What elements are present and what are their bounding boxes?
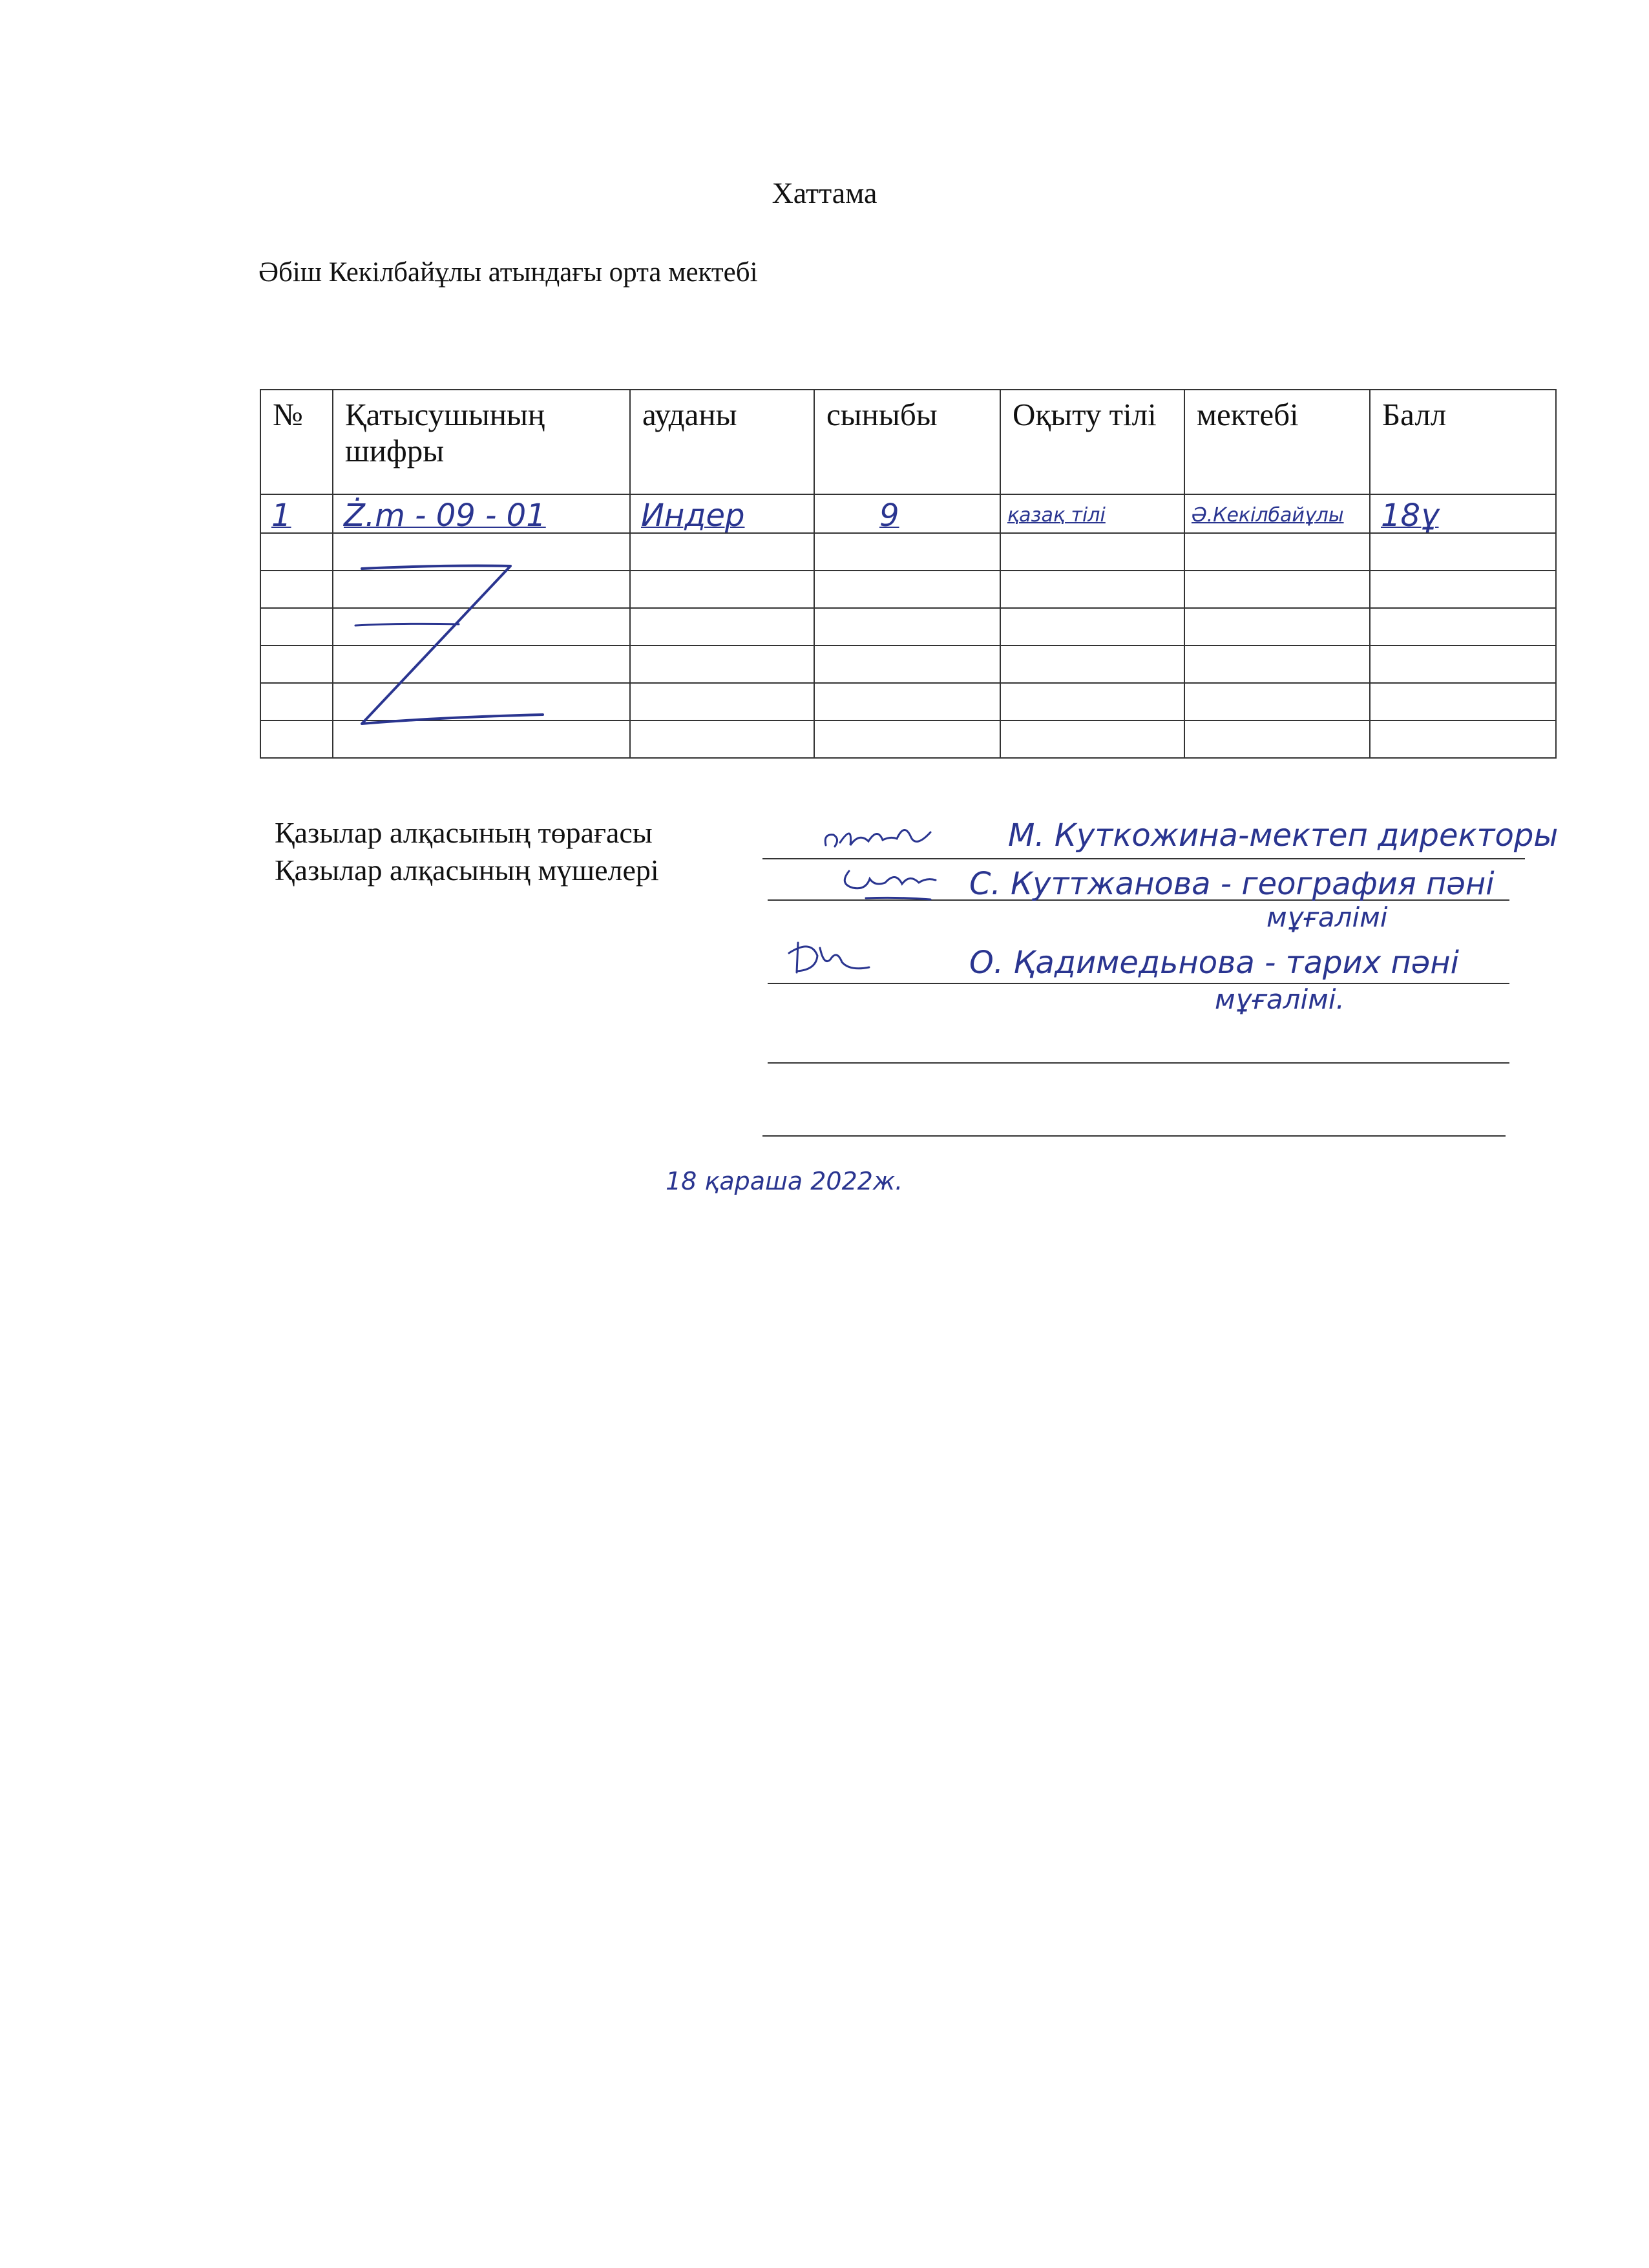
header-score: Балл bbox=[1370, 390, 1556, 494]
member-signature-line-4 bbox=[762, 1135, 1506, 1137]
cell-participant-code: Ż.m - 09 - 01 bbox=[344, 498, 546, 534]
jury-chair-label: Қазылар алқасының төрағасы bbox=[275, 816, 653, 849]
cell-school: Ә.Кекілбайұлы bbox=[1192, 504, 1344, 527]
member-2-name: О. Қадимедьнова - тарих пәні bbox=[969, 945, 1460, 981]
cell-grade: 9 bbox=[879, 498, 899, 534]
cell-score: 18ұ bbox=[1381, 498, 1439, 534]
member-2-suffix: мұғалімі. bbox=[1215, 983, 1345, 1015]
header-participant-code: Қатысушының шифры bbox=[333, 390, 630, 494]
header-grade: сыныбы bbox=[814, 390, 1000, 494]
member-1-suffix: мұғалімі bbox=[1266, 901, 1388, 933]
header-school: мектебі bbox=[1184, 390, 1370, 494]
document-date: 18 қараша 2022ж. bbox=[666, 1167, 903, 1195]
jury-members-label: Қазылар алқасының мүшелері bbox=[275, 854, 659, 887]
chair-signature-line bbox=[762, 858, 1525, 859]
member-1-name: С. Куттжанова - география пәні bbox=[969, 866, 1495, 902]
chair-signature bbox=[821, 819, 937, 858]
cell-number: 1 bbox=[271, 498, 291, 534]
school-name: Әбіш Кекілбайұлы атындағы орта мектебі bbox=[258, 257, 758, 288]
cell-district: Индер bbox=[641, 498, 745, 534]
header-district: ауданы bbox=[630, 390, 814, 494]
chair-name: М. Куткожина-мектеп директоры bbox=[1008, 817, 1559, 854]
member-2-signature bbox=[785, 934, 876, 985]
header-language: Оқыту тілі bbox=[1000, 390, 1184, 494]
table-row bbox=[260, 494, 1556, 533]
cell-language: қазақ тілі bbox=[1007, 504, 1106, 527]
member-signature-line-2 bbox=[768, 983, 1509, 984]
z-cancel-mark bbox=[349, 556, 562, 730]
member-signature-line-3 bbox=[768, 1062, 1509, 1064]
table-header-row bbox=[260, 390, 1556, 494]
header-number: № bbox=[260, 390, 333, 494]
document-title: Хаттама bbox=[772, 176, 877, 209]
member-1-signature bbox=[840, 865, 943, 910]
